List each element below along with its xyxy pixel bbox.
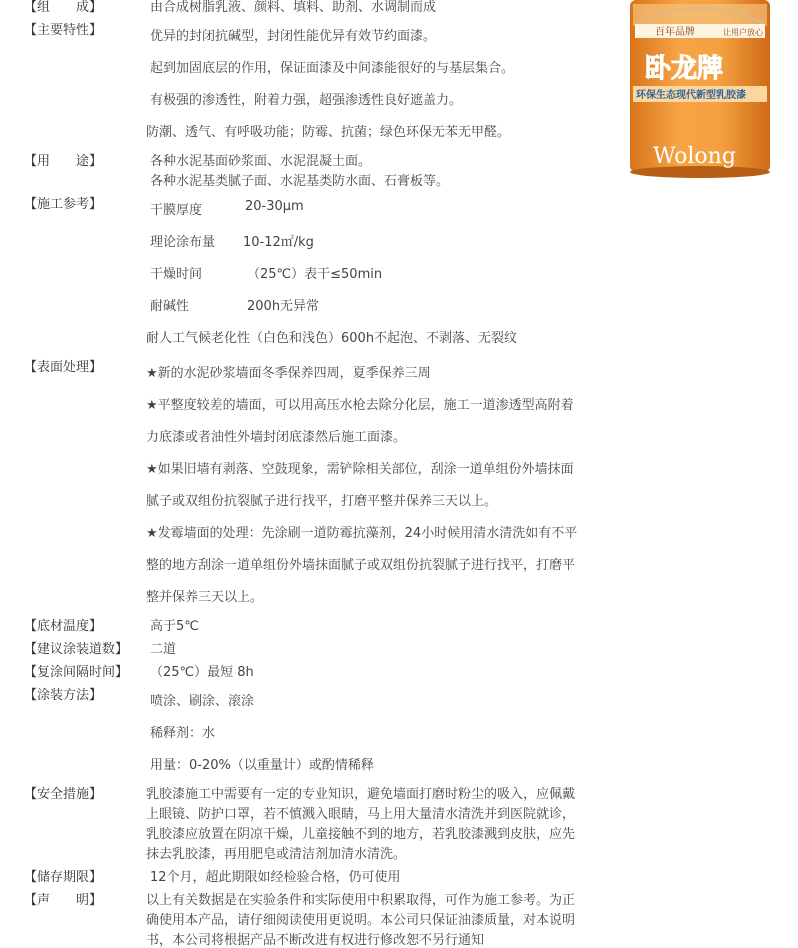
can-brand-en: Wolong <box>653 144 736 169</box>
safety-line: 乳胶漆应放置在阴凉干燥，儿童接触不到的地方，若乳胶漆溅到皮肤，应先 <box>146 827 576 842</box>
can-banner: 百年品牌 <box>655 27 695 38</box>
label-composition: 【组 成】 <box>24 0 103 15</box>
label-features: 【主要特性】 <box>24 23 103 38</box>
surface-line: 整并保养三天以上。 <box>146 590 264 605</box>
label-substrate-temp: 【底材温度】 <box>24 619 103 634</box>
construction-param-value: 200h无异常 <box>247 299 320 314</box>
composition-line: 由合成树脂乳液、颜料、填料、助剂、水调制而成 <box>150 0 437 15</box>
storage-value: 12个月，超此期限如经检验合格，仍可使用 <box>150 870 401 885</box>
feature-line: 起到加固底层的作用，保证面漆及中间漆能很好的与基层集合。 <box>150 61 515 76</box>
label-recoat: 【复涂间隔时间】 <box>24 665 129 680</box>
construction-extra: 耐人工气候老化性（白色和浅色）600h不起泡、不剥落、无裂纹 <box>146 331 518 346</box>
feature-line: 防潮、透气、有呼吸功能；防霉、抗菌；绿色环保无苯无甲醛。 <box>146 125 511 140</box>
construction-param-value: 10-12㎡/kg <box>243 235 314 250</box>
surface-line: ★新的水泥砂浆墙面冬季保养四周，夏季保养三周 <box>146 366 431 381</box>
feature-line: 有极强的渗透性，附着力强，超强渗透性良好遮盖力。 <box>150 93 463 108</box>
feature-line: 优异的封闭抗碱型，封闭性能优异有效节约面漆。 <box>150 29 437 44</box>
construction-param-value: （25℃）表干≤50min <box>247 267 383 282</box>
statement-line: 书，本公司将根据产品不断改进有权进行修改恕不另行通知 <box>146 933 485 948</box>
surface-line: 整的地方刮涂一道单组份外墙抹面腻子或双组份抗裂腻子进行找平，打磨平 <box>146 558 576 573</box>
surface-line: ★平整度较差的墙面，可以用高压水枪去除分化层，施工一道渗透型高附着 <box>146 398 574 413</box>
label-method: 【涂装方法】 <box>24 688 103 703</box>
label-statement: 【声 明】 <box>24 893 103 908</box>
surface-line: ★发霉墙面的处理：先涂刷一道防霉抗藻剂，24小时候用清水清洗如有不平 <box>146 526 578 541</box>
can-brand: 卧龙牌 <box>645 54 724 84</box>
statement-line: 以上有关数据是在实验条件和实际使用中积累取得，可作为施工参考。为正 <box>146 893 576 908</box>
substrate-temp-value: 高于5℃ <box>150 619 199 634</box>
coats-value: 二道 <box>150 642 177 657</box>
method-line: 稀释剂：水 <box>150 726 216 741</box>
construction-param-value: 20-30μm <box>245 199 304 214</box>
usage-line: 各种水泥基面砂浆面、水泥混凝土面。 <box>150 154 372 169</box>
surface-line: 力底漆或者油性外墙封闭底漆然后施工面漆。 <box>146 430 407 445</box>
construction-param-name: 耐碱性 <box>150 299 190 314</box>
label-coats: 【建议涂装道数】 <box>24 642 129 657</box>
recoat-value: （25℃）最短 8h <box>150 665 254 680</box>
safety-line: 上眼镜、防护口罩，若不慎溅入眼睛，马上用大量清水清洗并到医院就诊， <box>146 807 576 822</box>
construction-param-name: 干膜厚度 <box>150 203 203 218</box>
label-surface: 【表面处理】 <box>24 360 103 375</box>
label-usage: 【用 途】 <box>24 154 103 169</box>
label-storage: 【储存期限】 <box>24 870 103 885</box>
can-banner-2: 让用户放心 <box>723 28 763 37</box>
label-safety: 【安全措施】 <box>24 787 103 802</box>
label-construction: 【施工参考】 <box>24 197 103 212</box>
can-tagline: 环保生态现代新型乳胶漆 <box>636 90 746 101</box>
usage-line: 各种水泥基类腻子面、水泥基类防水面、石膏板等。 <box>150 174 450 189</box>
surface-line: 腻子或双组份抗裂腻子进行找平，打磨平整并保养三天以上。 <box>146 494 498 509</box>
safety-line: 乳胶漆施工中需要有一定的专业知识，避免墙面打磨时粉尘的吸入，应佩戴 <box>146 787 576 802</box>
surface-line: ★如果旧墙有剥落、空鼓现象，需铲除相关部位，刮涂一道单组份外墙抹面 <box>146 462 574 477</box>
construction-param-name: 干燥时间 <box>150 267 203 282</box>
method-line: 喷涂、刷涂、滚涂 <box>150 694 255 709</box>
method-line: 用量：0-20%（以重量计）或酌情稀释 <box>150 758 374 773</box>
safety-line: 抹去乳胶漆，再用肥皂或清洁剂加清水清洗。 <box>146 847 407 862</box>
construction-param-name: 理论涂布量 <box>150 235 216 250</box>
paint-can-image <box>625 0 775 178</box>
statement-line: 确使用本产品，请仔细阅读使用更说明。本公司只保证油漆质量，对本说明 <box>146 913 576 928</box>
